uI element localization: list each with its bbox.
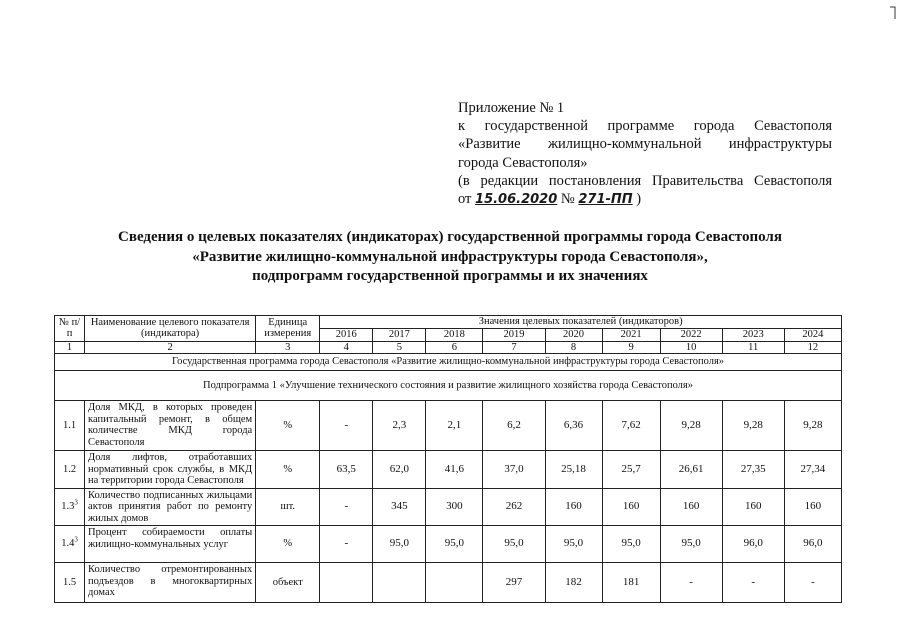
column-number: 2 [85, 341, 256, 354]
indicator-value: 95,0 [483, 526, 545, 563]
date-prefix: от [458, 191, 472, 208]
indicator-value: 182 [545, 563, 602, 603]
indicator-value: 6,2 [483, 401, 545, 451]
column-number: 11 [722, 341, 784, 354]
row-number [55, 563, 85, 603]
indicator-value: 345 [373, 488, 426, 526]
indicator-name: Доля лифтов, отработавших нормативный срок службы, в МКД на территории города Севастополя [85, 451, 256, 489]
row-number-text: 1.3 [61, 501, 75, 512]
program-row-label: Государственная программа города Севастополя «Развитие жилищно-коммунальной инфраструктуры города Севастополя» [55, 354, 842, 371]
appendix-block [458, 99, 832, 209]
indicator-unit: шт. [256, 488, 320, 526]
header-num: № п/п [55, 316, 85, 342]
indicator-value: 41,6 [426, 451, 483, 489]
header-year: 2021 [602, 328, 660, 341]
indicator-value: - [784, 563, 841, 603]
header-year: 2018 [426, 328, 483, 341]
header-year: 2020 [545, 328, 602, 341]
column-number: 10 [660, 341, 722, 354]
header-year: 2023 [722, 328, 784, 341]
indicator-value: 95,0 [545, 526, 602, 563]
row-number [55, 451, 85, 489]
indicator-value: 27,35 [722, 451, 784, 489]
header-year: 2022 [660, 328, 722, 341]
document-title [100, 228, 800, 287]
indicator-value: 160 [602, 488, 660, 526]
appendix-program-name-cont: города Севастополя» [458, 154, 588, 171]
indicator-value: 96,0 [722, 526, 784, 563]
table-row [55, 451, 842, 489]
closing-paren: ) [636, 191, 642, 208]
indicator-unit: % [256, 401, 320, 451]
title-line-3: подпрограмм государственной программы и их значениях [252, 268, 648, 284]
header-row [55, 316, 842, 329]
indicator-value: 25,18 [545, 451, 602, 489]
indicator-value: 63,5 [320, 451, 373, 489]
column-number: 7 [483, 341, 545, 354]
header-year: 2017 [373, 328, 426, 341]
indicator-value: 95,0 [660, 526, 722, 563]
table-row [55, 401, 842, 451]
appendix-edition-date-line [458, 190, 832, 209]
row-number [55, 488, 85, 526]
indicator-value: 27,34 [784, 451, 841, 489]
column-numbers-row [55, 341, 842, 354]
appendix-program-ref: к государственной программе города Севастополя [458, 118, 832, 135]
row-number [55, 401, 85, 451]
indicator-value: 6,36 [545, 401, 602, 451]
indicator-value: 160 [660, 488, 722, 526]
column-number: 6 [426, 341, 483, 354]
indicator-value: 96,0 [784, 526, 841, 563]
table-row [55, 488, 842, 526]
indicator-value: 2,3 [373, 401, 426, 451]
footnote-mark: 3 [74, 535, 78, 544]
indicator-value: 2,1 [426, 401, 483, 451]
row-number-text: 1.5 [62, 576, 77, 588]
indicator-value: 9,28 [722, 401, 784, 451]
header-unit: Единица измерения [256, 316, 320, 342]
header-year: 2016 [320, 328, 373, 341]
table-row [55, 563, 842, 603]
indicator-value: 181 [602, 563, 660, 603]
indicator-value: 9,28 [784, 401, 841, 451]
indicator-value: 62,0 [373, 451, 426, 489]
indicator-name: Количество подписанных жильцами актов принятия работ по ремонту жилых домов [85, 488, 256, 526]
indicator-value: 95,0 [426, 526, 483, 563]
indicator-value: 160 [784, 488, 841, 526]
indicator-name: Количество отремонтированных подъездов в многоквартирных домах [85, 563, 256, 603]
page-corner-mark [889, 6, 896, 20]
column-number: 1 [55, 341, 85, 354]
table-row [55, 526, 842, 563]
indicator-value: - [660, 563, 722, 603]
subprogram-row [55, 371, 842, 401]
indicator-unit: % [256, 526, 320, 563]
indicator-value: - [320, 526, 373, 563]
indicator-value: 9,28 [660, 401, 722, 451]
appendix-edition: (в редакции постановления Правительства Севастополя [458, 172, 832, 189]
row-number-text: 1.2 [62, 463, 77, 475]
indicators-table-body [55, 316, 842, 603]
footnote-mark: 3 [74, 498, 78, 507]
indicator-value: 25,7 [602, 451, 660, 489]
header-year: 2024 [784, 328, 841, 341]
column-number: 3 [256, 341, 320, 354]
handwritten-date: 15.06.2020 [475, 192, 558, 208]
indicator-value [320, 563, 373, 603]
indicator-value: 95,0 [602, 526, 660, 563]
column-number: 5 [373, 341, 426, 354]
indicator-value [373, 563, 426, 603]
indicator-unit: объект [256, 563, 320, 603]
header-name: Наименование целевого показателя (индикатора) [85, 316, 256, 342]
title-line-1: Сведения о целевых показателях (индикаторах) государственной программы города Севастополя [118, 229, 782, 245]
number-prefix: № [560, 191, 575, 208]
indicator-name: Доля МКД, в которых проведен капитальный ремонт, в общем количестве МКД города Севастополя [85, 401, 256, 451]
indicator-value: 37,0 [483, 451, 545, 489]
indicator-value [426, 563, 483, 603]
header-values-group: Значения целевых показателей (индикаторов) [320, 316, 842, 329]
subprogram-row-label: Подпрограмма 1 «Улучшение технического состояния и развитие жилищного хозяйства города Севастополя» [55, 371, 842, 401]
program-row [55, 354, 842, 371]
appendix-program-name: «Развитие жилищно-коммунальной инфраструктуры [458, 136, 832, 153]
indicator-value: 26,61 [660, 451, 722, 489]
indicators-table [54, 315, 842, 603]
indicator-value: 160 [545, 488, 602, 526]
indicator-value: - [320, 488, 373, 526]
row-number-text: 1.4 [61, 538, 75, 550]
indicator-value: 160 [722, 488, 784, 526]
indicator-value: 262 [483, 488, 545, 526]
row-number-text: 1.1 [62, 419, 77, 431]
indicator-unit: % [256, 451, 320, 489]
title-line-2: «Развитие жилищно-коммунальной инфраструктуры города Севастополя», [192, 248, 708, 265]
indicator-value: 297 [483, 563, 545, 603]
indicator-value: - [320, 401, 373, 451]
indicator-value: 95,0 [373, 526, 426, 563]
indicator-value: 7,62 [602, 401, 660, 451]
indicator-value: - [722, 563, 784, 603]
column-number: 8 [545, 341, 602, 354]
column-number: 12 [784, 341, 841, 354]
column-number: 9 [602, 341, 660, 354]
indicator-value: 300 [426, 488, 483, 526]
column-number: 4 [320, 341, 373, 354]
row-number [55, 526, 85, 563]
indicator-name: Процент собираемости оплаты жилищно-коммунальных услуг [85, 526, 256, 563]
header-year: 2019 [483, 328, 545, 341]
appendix-title: Приложение № 1 [458, 100, 565, 116]
handwritten-number: 271-ПП [578, 192, 633, 208]
